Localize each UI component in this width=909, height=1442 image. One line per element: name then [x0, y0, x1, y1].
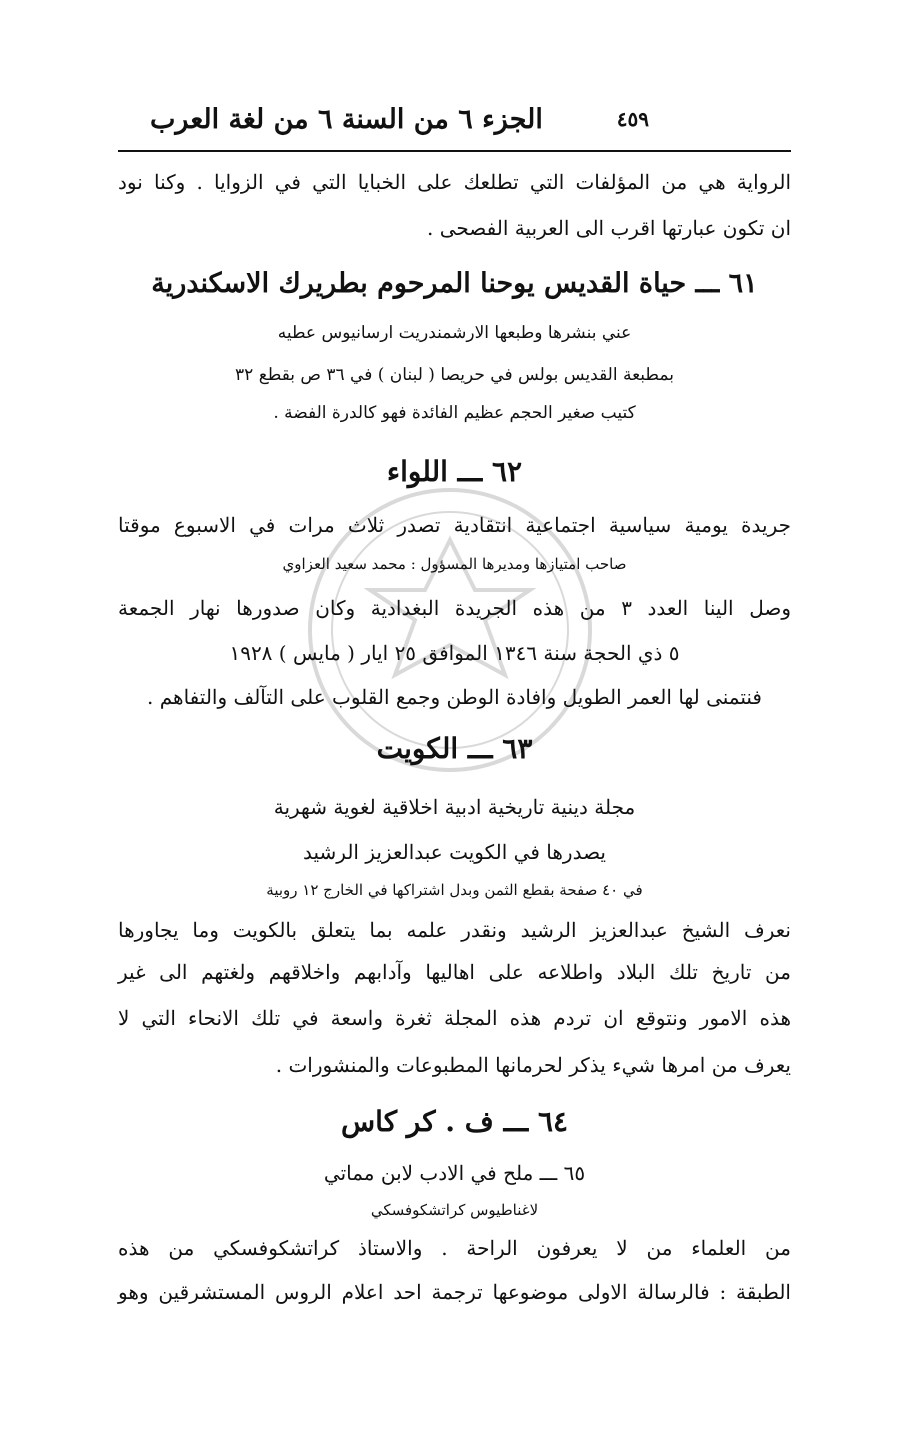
- body-line: الرواية هي من المؤلفات التي تطلعك على الخبايا التي في الزوايا . وكنا نود: [118, 170, 791, 194]
- entry-heading: ٦٢ ـــ اللواء: [386, 455, 523, 488]
- entry-heading: ٦٤ ـــ ف . كر كاس: [340, 1105, 569, 1138]
- entry-line: لاغناطيوس كراتشكوفسكي: [370, 1201, 539, 1219]
- body-line: من تاريخ تلك البلاد واطلاعه على اهاليها وآدابهم واخلاقهم ولغتهم الى غير: [118, 960, 791, 984]
- entry-line: صاحب امتيازها ومديرها المسؤول : محمد سعيد العزاوي: [282, 555, 627, 573]
- running-header: [150, 96, 649, 142]
- header-rule: [118, 150, 791, 152]
- body-line: فنتمنى لها العمر الطويل وافادة الوطن وجمع القلوب على التآلف والتفاهم .: [147, 685, 762, 709]
- body-line: وصل الينا العدد ٣ من هذه الجريدة البغدادية وكان صدورها نهار الجمعة: [118, 596, 791, 620]
- body-line: يعرف من امرها شيء يذكر لحرمانها المطبوعات والمنشورات .: [275, 1053, 791, 1077]
- entry-line: يصدرها في الكويت عبدالعزيز الرشيد: [303, 840, 606, 864]
- body-line: نعرف الشيخ عبدالعزيز الرشيد ونقدر علمه بما يتعلق بالكويت وما يجاورها: [118, 918, 791, 942]
- body-line: ٥ ذي الحجة سنة ١٣٤٦ الموافق ٢٥ ايار ( مايس ) ١٩٢٨: [229, 641, 680, 665]
- entry-line: بمطبعة القديس بولس في حريصا ( لبنان ) في ٣٦ ص بقطع ٣٢: [235, 365, 674, 385]
- page-number: ٤٥٩: [616, 107, 649, 131]
- entry-line: مجلة دينية تاريخية ادبية اخلاقية لغوية شهرية: [273, 795, 636, 819]
- entry-heading: ٦١ ـــ حياة القديس يوحنا المرحوم بطريرك الاسكندرية: [151, 268, 758, 299]
- entry-line: في ٤٠ صفحة بقطع الثمن وبدل اشتراكها في الخارج ١٢ روبية: [266, 881, 643, 899]
- entry-line: عني بنشرها وطبعها الارشمندريت ارسانيوس عطيه: [277, 323, 632, 343]
- entry-heading: ٦٥ ـــ ملح في الادب لابن مماتي: [323, 1161, 586, 1185]
- body-line: ان تكون عبارتها اقرب الى العربية الفصحى .: [427, 216, 791, 240]
- body-line: الطبقة : فالرسالة الاولى موضوعها ترجمة احد اعلام الروس المستشرقين وهو: [118, 1280, 791, 1304]
- entry-heading: ٦٣ ـــ الكويت: [376, 732, 533, 765]
- body-line: جريدة يومية سياسية اجتماعية انتقادية تصدر ثلاث مرات في الاسبوع موقتا: [118, 513, 791, 537]
- running-title: الجزء ٦ من السنة ٦ من لغة العرب: [150, 103, 543, 135]
- body-line: من العلماء من لا يعرفون الراحة . والاستاذ كراتشكوفسكي من هذه: [118, 1236, 791, 1260]
- body-line: هذه الامور ونتوقع ان تردم هذه المجلة ثغرة واسعة في تلك الانحاء التي لا: [118, 1006, 791, 1030]
- entry-line: كتيب صغير الحجم عظيم الفائدة فهو كالدرة الفضة .: [273, 403, 636, 423]
